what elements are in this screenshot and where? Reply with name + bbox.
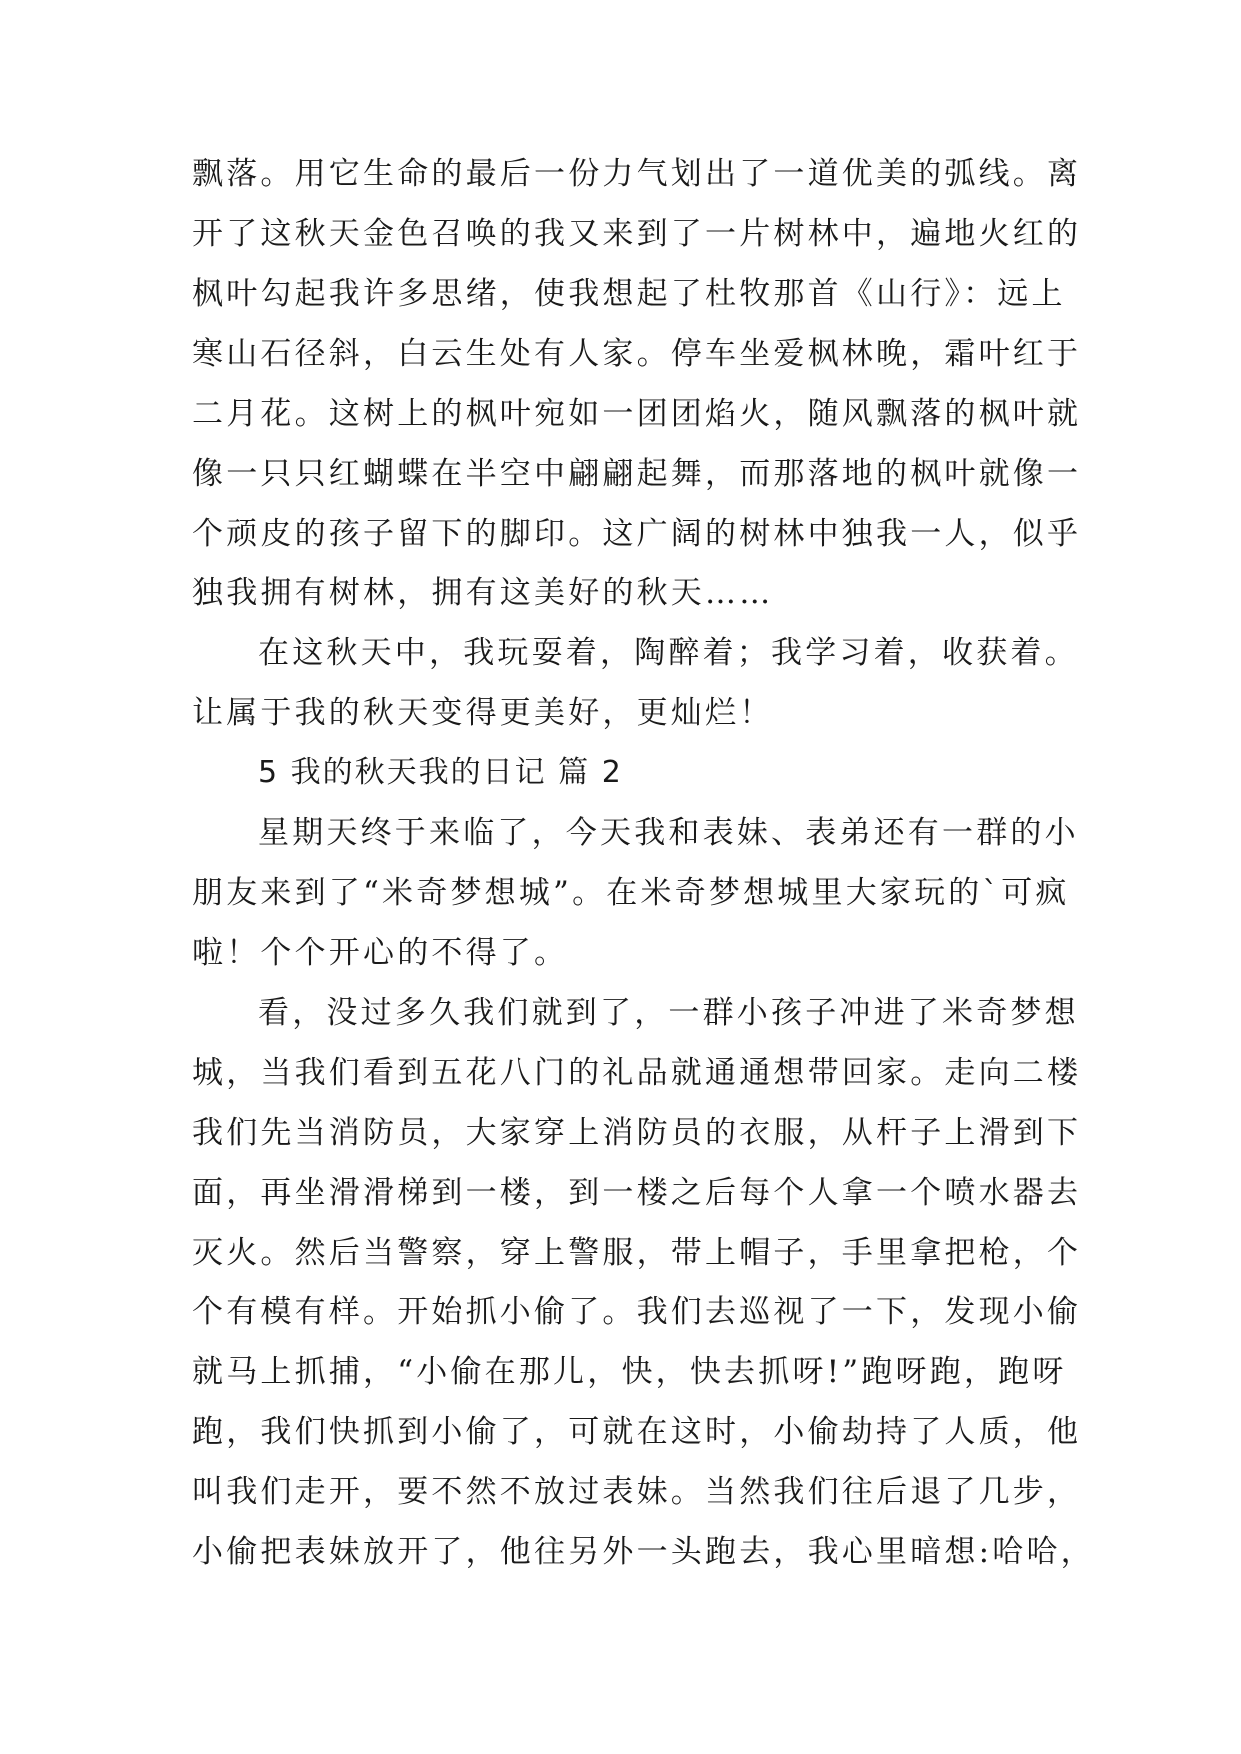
text-line: 面，再坐滑滑梯到一楼，到一楼之后每个人拿一个喷水器去 bbox=[192, 1175, 1082, 1211]
text-line: 小偷把表妹放开了，他往另外一头跑去，我心里暗想:哈哈， bbox=[192, 1534, 1095, 1570]
text-line: 灭火。然后当警察，穿上警服，带上帽子，手里拿把枪，个 bbox=[192, 1235, 1082, 1271]
text-line: 就马上抓捕，“小偷在那儿，快，快去抓呀!”跑呀跑，跑呀 bbox=[192, 1354, 1067, 1390]
text-line: 啦！个个开心的不得了。 bbox=[192, 935, 569, 971]
paragraph-first-line: 在这秋天中，我玩耍着，陶醉着；我学习着，收获着。 bbox=[258, 635, 1079, 671]
text-line: 飘落。用它生命的最后一份力气划出了一道优美的弧线。离 bbox=[192, 156, 1082, 192]
paragraph-first-line: 星期天终于来临了，今天我和表妹、表弟还有一群的小 bbox=[258, 815, 1079, 851]
text-line: 叫我们走开，要不然不放过表妹。当然我们往后退了几步， bbox=[192, 1474, 1082, 1510]
text-line: 枫叶勾起我许多思绪，使我想起了杜牧那首《山行》：远上 bbox=[192, 276, 1066, 312]
text-line: 二月花。这树上的枫叶宛如一团团焰火，随风飘落的枫叶就 bbox=[192, 396, 1082, 432]
text-line: 开了这秋天金色召唤的我又来到了一片树林中，遍地火红的 bbox=[192, 216, 1082, 252]
text-line: 独我拥有树林，拥有这美好的秋天…… bbox=[192, 575, 774, 611]
text-line: 我们先当消防员，大家穿上消防员的衣服，从杆子上滑到下 bbox=[192, 1115, 1082, 1151]
text-line: 像一只只红蝴蝶在半空中翩翩起舞，而那落地的枫叶就像一 bbox=[192, 456, 1082, 492]
text-line: 个有模有样。开始抓小偷了。我们去巡视了一下，发现小偷 bbox=[192, 1294, 1082, 1330]
paragraph-first-line: 看，没过多久我们就到了，一群小孩子冲进了米奇梦想 bbox=[258, 995, 1079, 1031]
text-line: 城，当我们看到五花八门的礼品就通通想带回家。走向二楼 bbox=[192, 1055, 1082, 1091]
text-line: 跑，我们快抓到小偷了，可就在这时，小偷劫持了人质，他 bbox=[192, 1414, 1082, 1450]
text-line: 寒山石径斜，白云生处有人家。停车坐爱枫林晚，霜叶红于 bbox=[192, 336, 1082, 372]
section-heading: 5 我的秋天我的日记 篇 2 bbox=[258, 755, 623, 790]
text-line: 个顽皮的孩子留下的脚印。这广阔的树林中独我一人，似乎 bbox=[192, 516, 1082, 552]
text-line: 朋友来到了“米奇梦想城”。在米奇梦想城里大家玩的`可疯 bbox=[192, 875, 1070, 911]
text-line: 让属于我的秋天变得更美好，更灿烂！ bbox=[192, 695, 774, 731]
